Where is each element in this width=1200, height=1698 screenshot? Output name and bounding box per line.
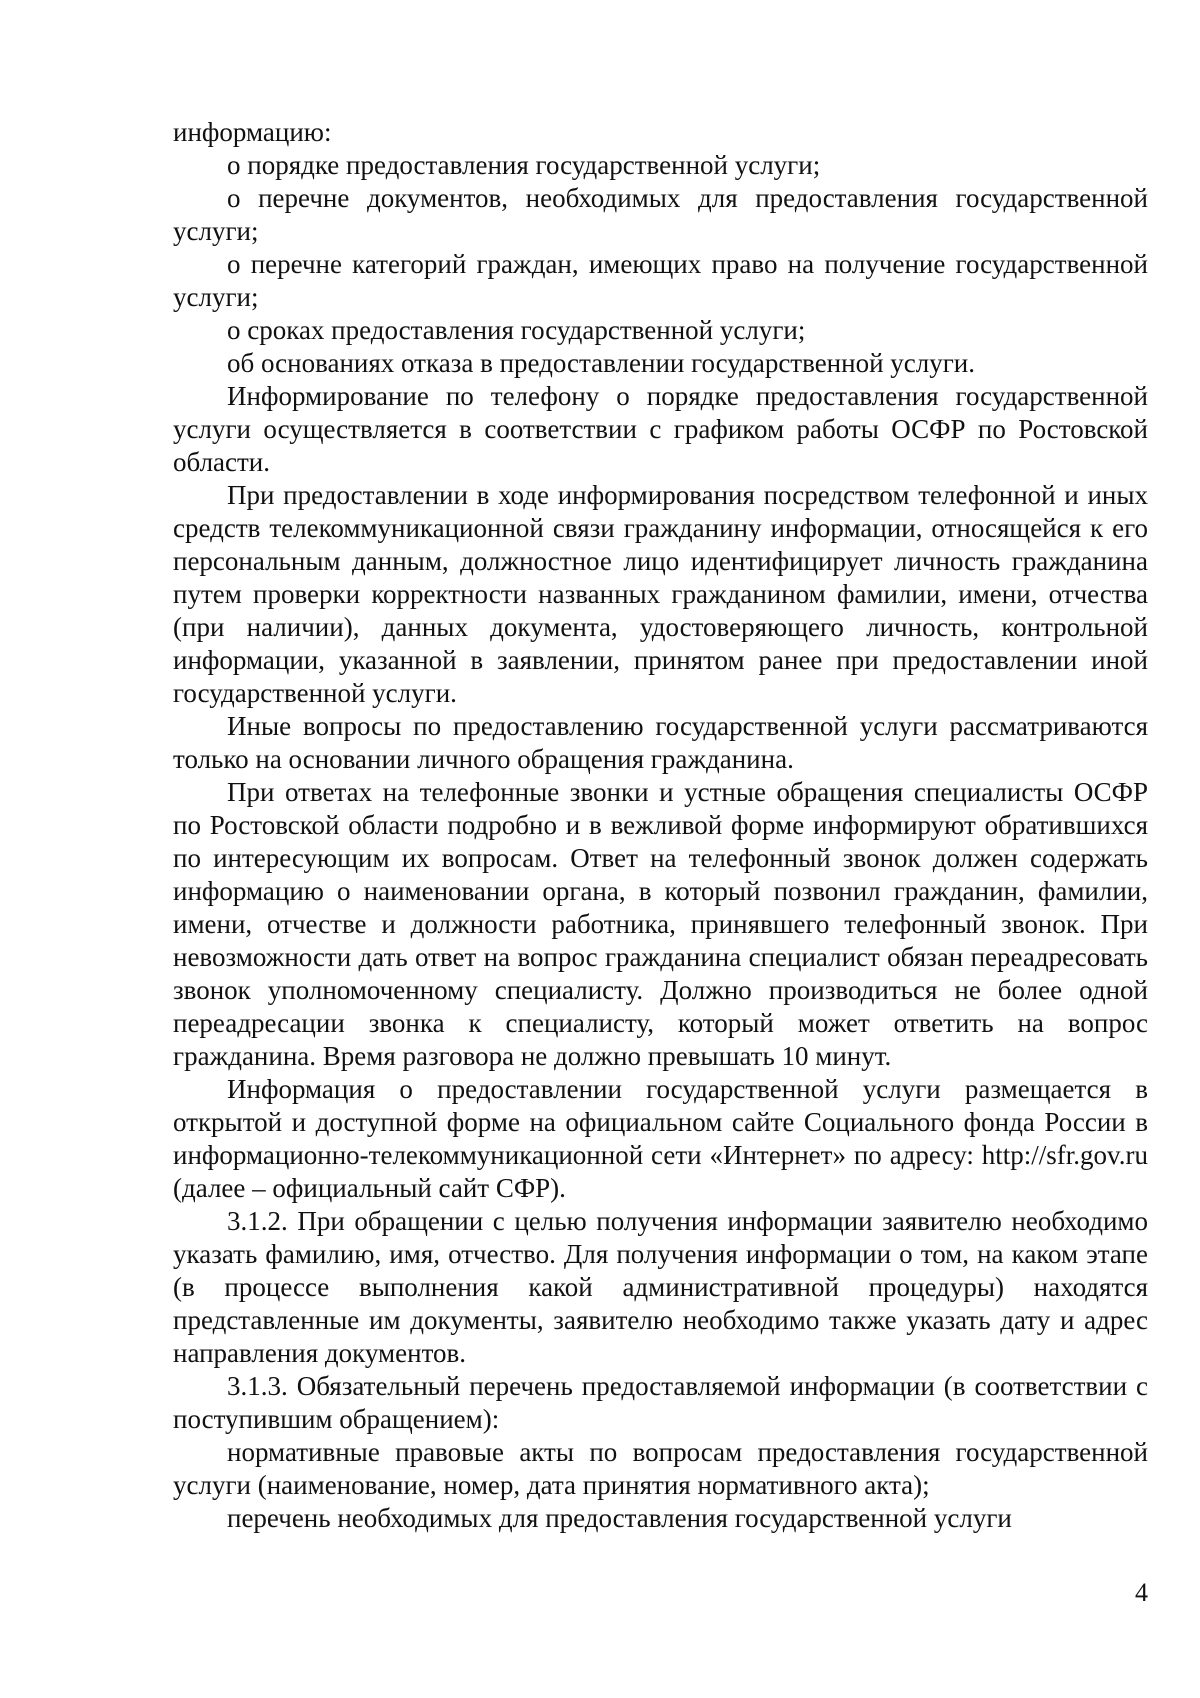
paragraph-6: об основаниях отказа в предоставлении государственной услуги. bbox=[227, 348, 976, 378]
paragraph-13: 3.1.3. Обязательный перечень предоставляемой информации (в соответствии с поступившим обращением): bbox=[173, 1371, 1148, 1434]
document-body bbox=[173, 116, 1148, 1535]
paragraph-14: нормативные правовые акты по вопросам предоставления государственной услуги (наименование, номер, дата принятия нормативного акта); bbox=[173, 1437, 1148, 1500]
paragraph-7: Информирование по телефону о порядке предоставления государственной услуги осуществляется в соответствии с графиком работы ОСФР по Ростовской области. bbox=[173, 381, 1148, 477]
paragraph-10: При ответах на телефонные звонки и устные обращения специалисты ОСФР по Ростовской области подробно и в вежливой форме информируют обратившихся по интересующим их вопросам. Ответ на телефонный звонок должен содержать информацию о наименовании органа, в который позвонил гражданин, фамилии, имени, отчестве и должности работника, принявшего телефонный звонок. При невозможности дать ответ на вопрос гражданина специалист обязан переадресовать звонок уполномоченному специалисту. Должно производиться не более одной переадресации звонка к специалисту, который может ответить на вопрос гражданина. Время разговора не должно превышать 10 минут. bbox=[173, 777, 1148, 1071]
paragraph-9: Иные вопросы по предоставлению государственной услуги рассматриваются только на основании личного обращения гражданина. bbox=[173, 711, 1148, 774]
paragraph-11: Информация о предоставлении государственной услуги размещается в открытой и доступной форме на официальном сайте Социального фонда России в информационно-телекоммуникационной сети «Интернет» по адресу: http://sfr.gov.ru (далее – официальный сайт СФР). bbox=[173, 1074, 1148, 1203]
paragraph-8: При предоставлении в ходе информирования посредством телефонной и иных средств телекоммуникационной связи гражданину информации, относящейся к его персональным данным, должностное лицо идентифицирует личность гражданина путем проверки корректности названных гражданином фамилии, имени, отчества (при наличии), данных документа, удостоверяющего личность, контрольной информации, указанной в заявлении, принятом ранее при предоставлении иной государственной услуги. bbox=[173, 480, 1148, 708]
paragraph-3: о перечне документов, необходимых для предоставления государственной услуги; bbox=[173, 183, 1148, 246]
paragraph-2: о порядке предоставления государственной услуги; bbox=[227, 150, 821, 180]
paragraph-5: о сроках предоставления государственной услуги; bbox=[227, 315, 806, 345]
paragraph-1: информацию: bbox=[173, 117, 332, 147]
paragraph-15: перечень необходимых для предоставления государственной услуги bbox=[227, 1503, 1012, 1533]
paragraph-4: о перечне категорий граждан, имеющих право на получение государственной услуги; bbox=[173, 249, 1148, 312]
paragraph-12: 3.1.2. При обращении с целью получения информации заявителю необходимо указать фамилию, имя, отчество. Для получения информации о том, на каком этапе (в процессе выполнения какой административной процедуры) находятся представленные им документы, заявителю необходимо также указать дату и адрес направления документов. bbox=[173, 1206, 1148, 1368]
page-number: 4 bbox=[1135, 1578, 1148, 1607]
